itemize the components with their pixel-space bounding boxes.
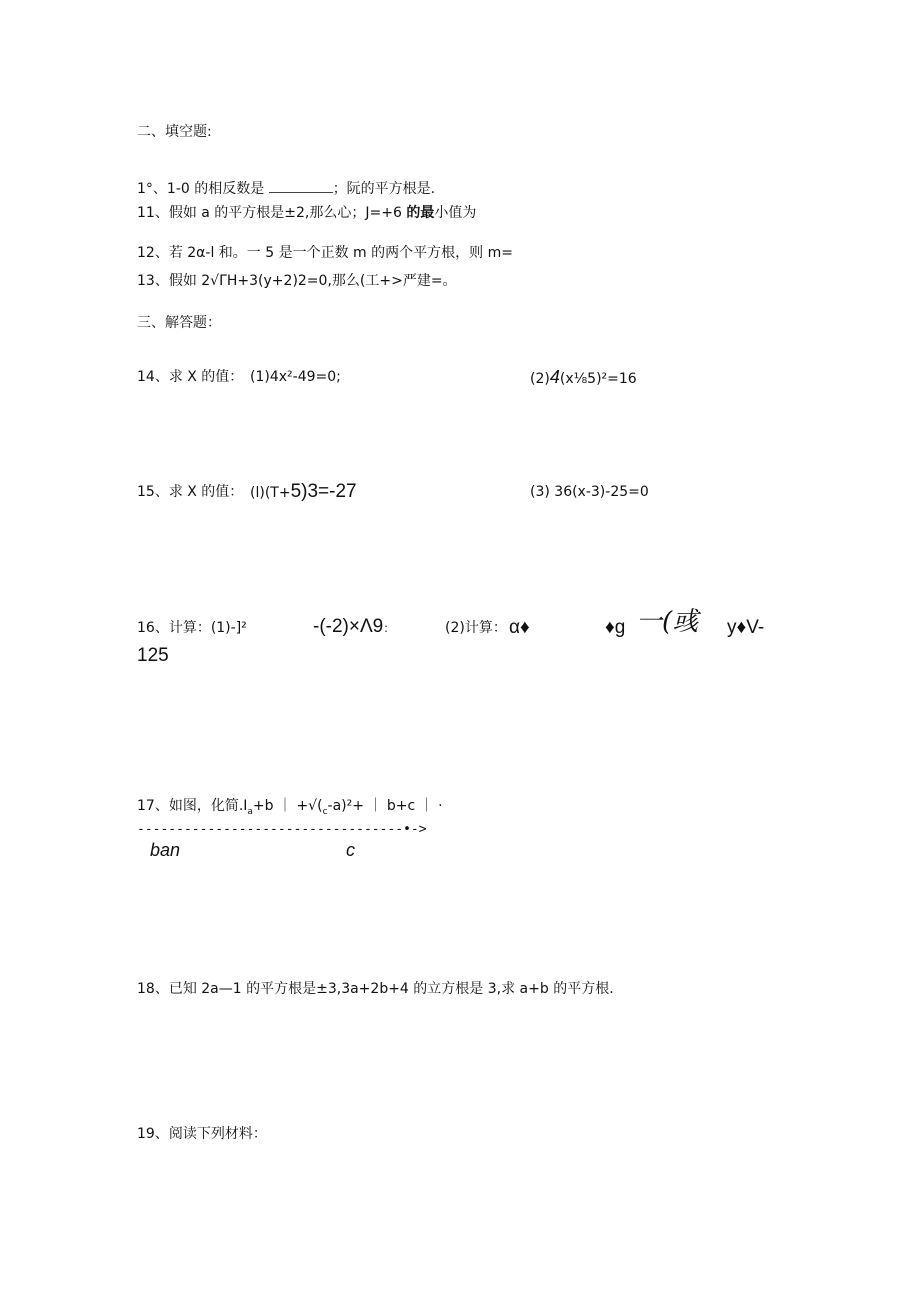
question-10 [137, 182, 435, 196]
question-16-expr1 [313, 617, 395, 636]
question-11-text-a: 11、假如 a 的平方根是±2,那么心；J=+6 [137, 205, 407, 221]
question-17-label: 17、如图，化简.I [137, 798, 248, 814]
question-19: 19、阅读下列材料： [137, 1126, 267, 1142]
question-16-expr5: y♦V- [727, 617, 765, 638]
question-16-expr3: ♦g [605, 617, 626, 638]
question-17-text2: -a)²+ ｜ b+c ｜ · [327, 798, 443, 814]
number-line-label-c: c [346, 840, 355, 860]
section-fill-in-heading: 二、填空题: [137, 124, 212, 140]
question-16-expr4: 一(彧 [636, 607, 699, 637]
question-14-part1: (1)4x²-49=0; [250, 369, 341, 385]
question-11 [137, 206, 476, 220]
question-13: 13、假如 2√ΓH+3(y+2)2=0,那么(工+>严建=。 [137, 273, 457, 289]
question-18: 18、已知 2a—1 的平方根是±3,3a+2b+4 的立方根是 3,求 a+b 的平方根. [137, 981, 614, 997]
question-15-part1 [250, 482, 357, 501]
question-15-part2: (3) 36(x-3)-25=0 [530, 484, 649, 500]
question-15-part1-a: (l)(T+ [250, 485, 291, 501]
question-14-part2-c: (x⅛5)²=16 [559, 371, 637, 387]
question-14-part2-a: (2) [530, 371, 550, 387]
question-16-expr1-suffix: ： [383, 621, 396, 635]
question-16-expr1-text: -(-2)×Λ9 [313, 616, 384, 637]
question-10-text-a: 1°、1-0 的相反数是 [137, 181, 269, 197]
question-14-part2-b: 4 [549, 367, 560, 387]
question-10-text-b: ；阮的平方根是. [332, 181, 436, 197]
question-11-bold: 的最 [406, 205, 435, 221]
question-17-sub-a: a [247, 806, 253, 817]
section-answer-heading: 三、解答题： [137, 315, 221, 331]
question-16-expr6: 125 [137, 645, 169, 666]
answer-blank [269, 182, 333, 193]
question-15-label: 15、求 X 的值： [137, 484, 244, 500]
question-11-text-c: 小值为 [434, 205, 477, 221]
question-17 [137, 799, 443, 817]
number-line-label-ban: ban [150, 840, 181, 860]
question-16-expr2: α♦ [509, 617, 530, 638]
question-14-part2 [530, 368, 637, 386]
question-12: 12、若 2α-l 和。一 5 是一个正数 m 的两个平方根，则 m= [137, 245, 513, 261]
question-16-label: 16、计算：(1)-]² [137, 620, 247, 636]
question-17-text1: +b ｜ +√( [252, 798, 323, 814]
question-15-part1-b: 5)3=-27 [290, 481, 357, 502]
question-16-label2: (2)计算： [445, 620, 507, 636]
number-line: ----------------------------------•-> [137, 822, 427, 837]
question-17-sub-c: c [322, 806, 328, 817]
question-14-label: 14、求 X 的值： [137, 369, 244, 385]
